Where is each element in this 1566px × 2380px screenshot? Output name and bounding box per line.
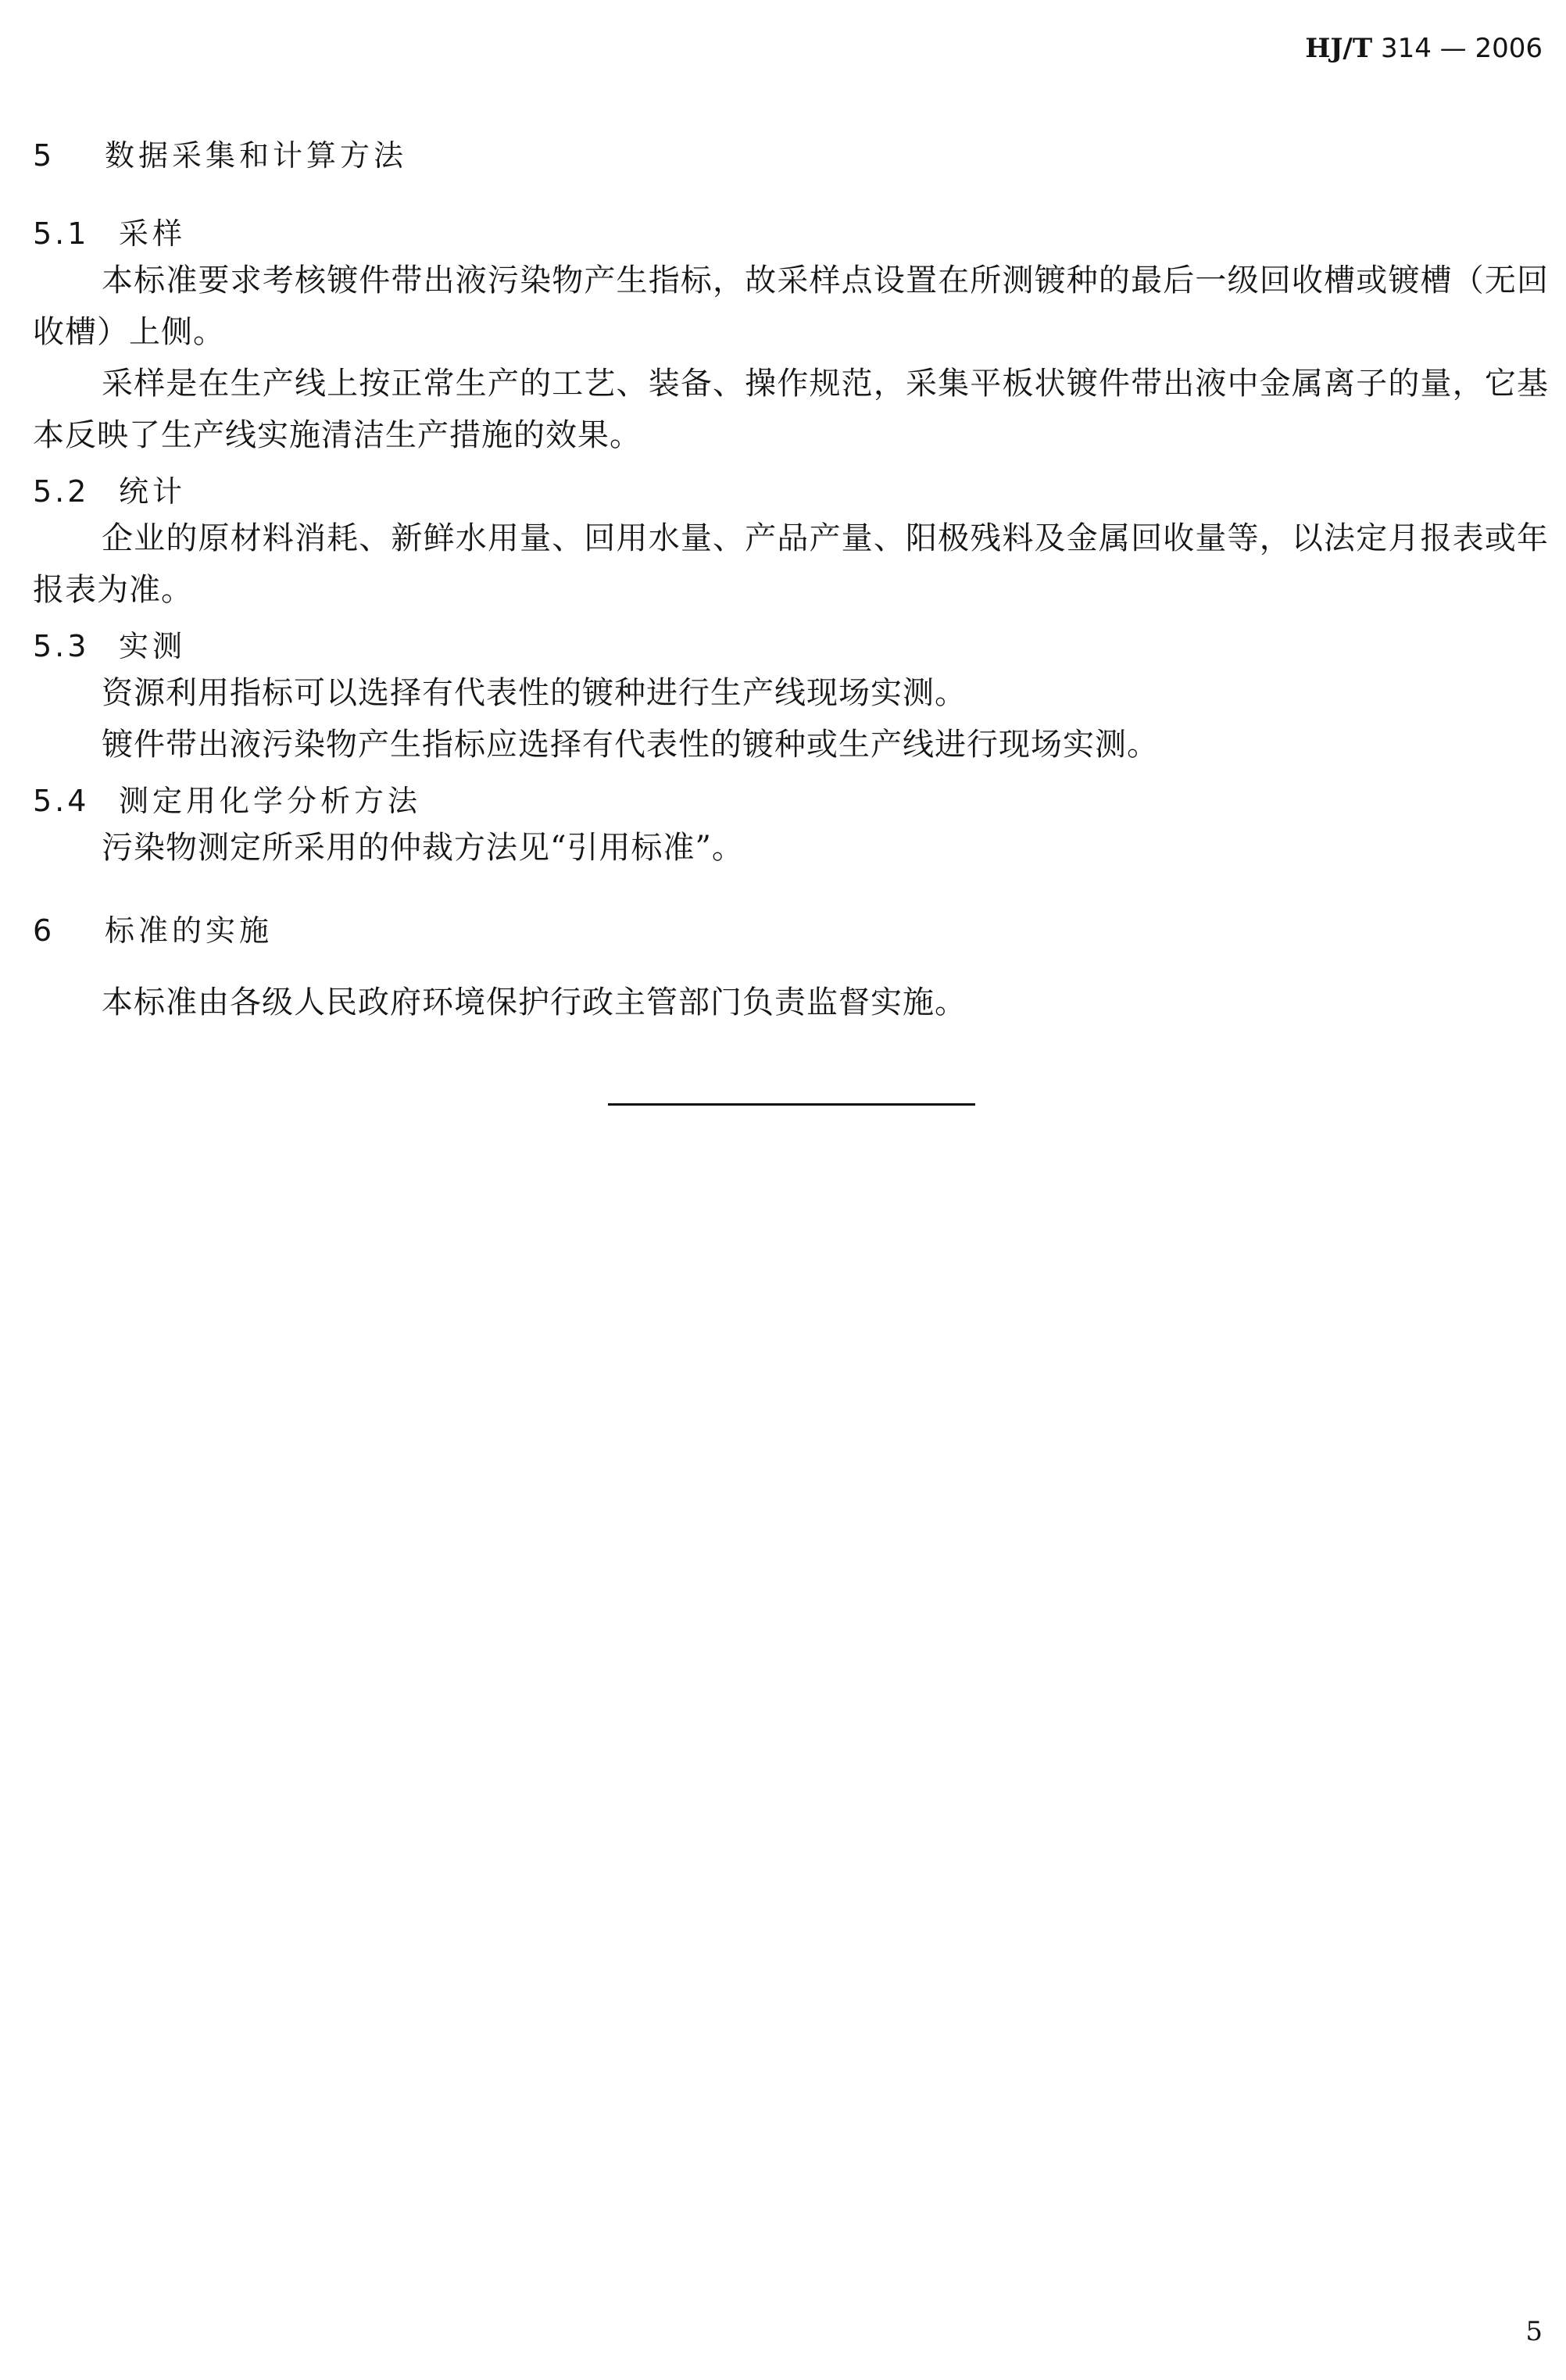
section-number: 5.4 [33, 784, 90, 818]
section-title: 测定用化学分析方法 [119, 784, 422, 818]
document-code-prefix: HJ/T [1305, 33, 1373, 64]
section-number: 5 [33, 138, 55, 173]
section-number: 6 [33, 913, 55, 948]
section-5-2-heading [33, 467, 186, 510]
section-number: 5.3 [33, 629, 90, 663]
section-title: 标准的实施 [105, 913, 274, 948]
section-number: 5.1 [33, 216, 90, 251]
section-6-paragraph-1: 本标准由各级人民政府环境保护行政主管部门负责监督实施。 [102, 985, 967, 1020]
section-5-3-paragraph-2: 镀件带出液污染物产生指标应选择有代表性的镀种或生产线进行现场实测。 [102, 727, 1159, 763]
section-5-1-heading [33, 209, 186, 252]
section-5-3-heading [33, 622, 186, 665]
section-5-2-paragraph-1: 企业的原材料消耗、新鲜水用量、回用水量、产品产量、阳极残料及金属回收量等，以法定月报表或年报表为准。 [33, 520, 1549, 608]
section-5-1-paragraph-2: 采样是在生产线上按正常生产的工艺、装备、操作规范，采集平板状镀件带出液中金属离子的量，它基本反映了生产线实施清洁生产措施的效果。 [33, 366, 1549, 453]
section-number: 5.2 [33, 474, 90, 509]
section-title: 实测 [119, 629, 187, 663]
page-number: 5 [1525, 2316, 1543, 2347]
document-code-suffix: 314 — 2006 [1372, 33, 1543, 64]
section-5-1-paragraph-1: 本标准要求考核镀件带出液污染物产生指标，故采样点设置在所测镀种的最后一级回收槽或镀槽（无回收槽）上侧。 [33, 263, 1549, 350]
document-code [1305, 33, 1543, 64]
section-title: 统计 [119, 474, 187, 509]
section-5-heading [33, 131, 407, 174]
section-title: 采样 [119, 216, 187, 251]
section-6-heading [33, 906, 273, 949]
section-5-3-paragraph-1: 资源利用指标可以选择有代表性的镀种进行生产线现场实测。 [102, 675, 967, 711]
section-5-4-heading [33, 777, 421, 820]
end-rule [608, 1103, 975, 1106]
section-title: 数据采集和计算方法 [105, 138, 408, 173]
section-5-4-paragraph-1: 污染物测定所采用的仲裁方法见“引用标准”。 [102, 830, 744, 866]
